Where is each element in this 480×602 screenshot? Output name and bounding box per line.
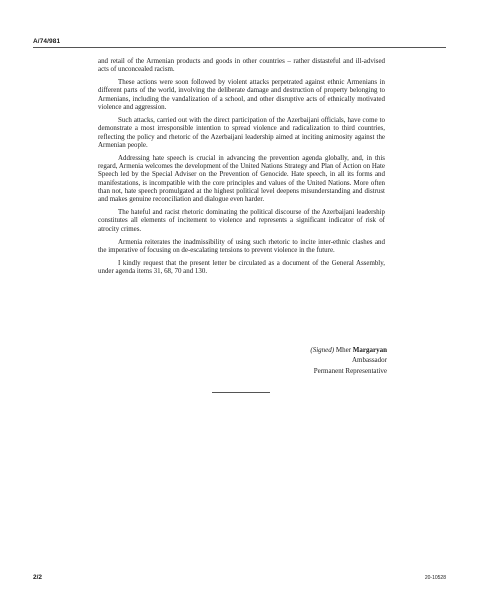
signatory-first-name: Mher	[335, 346, 352, 354]
document-code: 20-10528	[424, 575, 446, 581]
signatory-surname: Margaryan	[352, 346, 387, 354]
signed-marker: (Signed)	[310, 346, 335, 354]
paragraph-6: Armenia reiterates the inadmissibility of using such rhetoric to incite inter-ethnic clashes and the imperative of focusing on de-escalating tensions to prevent violence in the future.	[98, 237, 385, 254]
document-symbol: A/74/981	[33, 38, 61, 45]
paragraph-5: The hateful and racist rhetoric dominating the political discourse of the Azerbaijani leadership constitutes all elements of incitement to violence and represents a significant indicator of risk of atrocity crimes.	[98, 208, 385, 233]
signatory-title-2: Permanent Representative	[313, 366, 387, 375]
paragraph-4: Addressing hate speech is crucial in advancing the prevention agenda globally, and, in this regard, Armenia welcomes the development of the United Nations Strategy and Plan of Action on Hate Speech led by the Special Adviser on the Prevention of Genocide. Hate speech, in all its forms and manifestations, is incompatible with the core principles and values of the United Nations. More often than not, hate speech promulgated at the highest political level deepens misunderstanding and distrust and makes genuine reconciliation and dialogue even harder.	[98, 153, 385, 204]
signatory-title-1: Ambassador	[352, 356, 387, 365]
paragraph-3: Such attacks, carried out with the direct participation of the Azerbaijani officials, have come to demonstrate a most irresponsible intention to spread violence and radicalization to third countries, reflecting the policy and rhetoric of the Azerbaijani leadership aimed at inciting animosity against the Armenian people.	[98, 115, 385, 149]
end-rule	[212, 392, 270, 393]
signature-block	[250, 345, 387, 376]
paragraph-1: and retail of the Armenian products and goods in other countries – rather distasteful and ill-advised acts of unconcealed racism.	[98, 57, 385, 74]
page-number: 2/2	[33, 574, 43, 581]
paragraph-7: I kindly request that the present letter be circulated as a document of the General Assembly, under agenda items 31, 68, 70 and 130.	[98, 258, 385, 276]
letter-body	[98, 57, 385, 280]
header-rule	[33, 47, 446, 48]
signatory-line	[250, 345, 387, 355]
paragraph-2: These actions were soon followed by violent attacks perpetrated against ethnic Armenians in different parts of the world, involving the deliberate damage and destruction of property belonging to Armenians, including the vandalization of a school, and other disruptive acts of ethnically motivated violence and aggression.	[98, 78, 385, 112]
